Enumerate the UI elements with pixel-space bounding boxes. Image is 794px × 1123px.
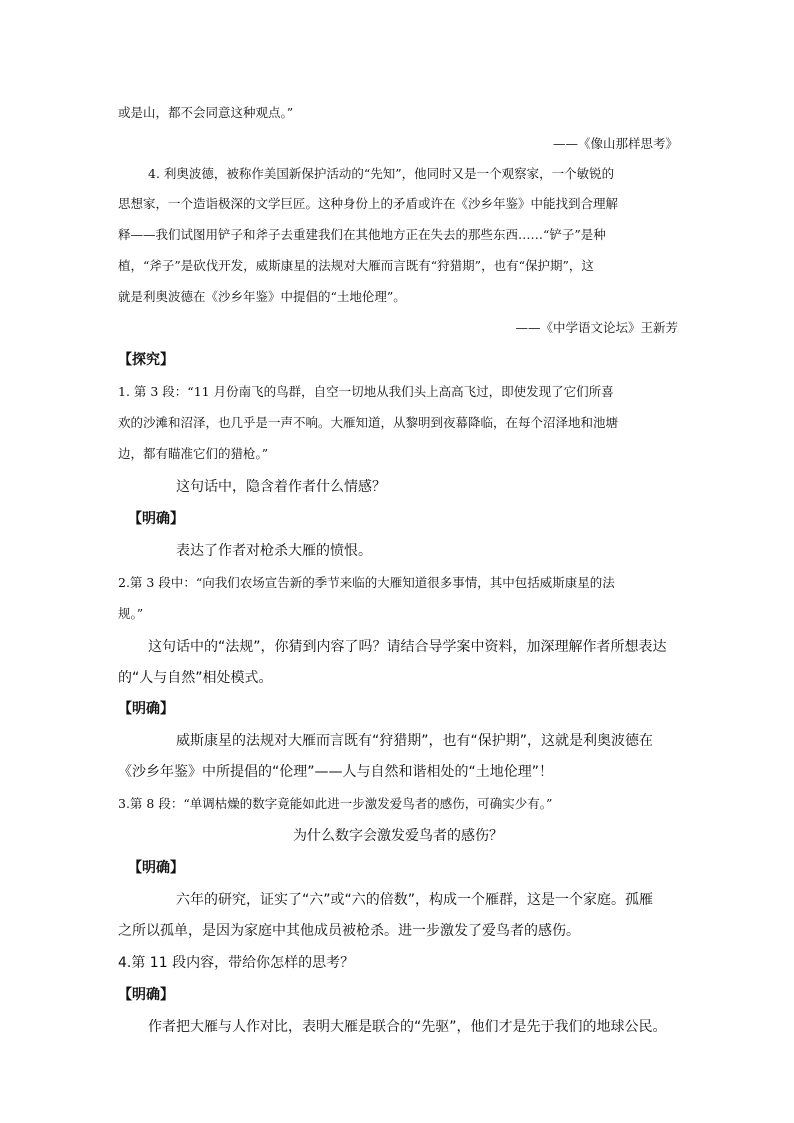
answer-4: 作者把大雁与人作对比，表明大雁是联合的“先驱”，他们才是先于我们的地球公民。 [148,1019,667,1035]
paragraph-4-line-4: 植，“斧子”是砍伐开发，威斯康星的法规对大雁而言既有“狩猎期”，也有“保护期”，这 [118,258,594,273]
answer-3-line-1: 六年的研究，证实了“六”或“六的倍数”，构成一个雁群，这是一个家庭。孤雁 [176,892,654,908]
question-1-line-3: 边，都有瞄准它们的猎枪。” [118,446,269,461]
answer-2-line-2: 《沙乡年鉴》中所提倡的“伦理”——人与自然和谐相处的“土地伦理”！ [118,764,554,780]
answer-3-line-2: 之所以孤单，是因为家庭中其他成员被枪杀。进一步激发了爱鸟者的感伤。 [118,923,580,939]
question-2-line-2: 规。” [118,606,144,621]
answer-1: 表达了作者对枪杀大雁的愤恨。 [176,543,372,559]
answer-label-3: 【明确】 [128,860,184,876]
question-1-line-2: 欢的沙滩和沼泽，也几乎是一声不响。大雁知道，从黎明到夜幕降临，在每个沼泽地和池塘 [118,415,619,430]
question-1-line-1: 1. 第 3 段：“11 月份南飞的鸟群，自空一切地从我们头上高高飞过，即使发现了它们所喜 [118,384,614,399]
question-2-prompt-line-2: 的“人与自然”相处模式。 [118,670,273,686]
quote-source: ——《像山那样思考》 [552,136,678,151]
answer-label-4: 【明确】 [118,987,174,1003]
answer-label-2: 【明确】 [118,701,174,717]
paragraph-4-line-3: 释——我们试图用铲子和斧子去重建我们在其他地方正在失去的那些东西……“铲子”是种 [118,227,606,242]
question-4: 4.第 11 段内容，带给你怎样的思考？ [118,955,355,971]
paragraph-4-source: ——《中学语文论坛》王新芳 [515,320,678,335]
question-2-prompt-line-1: 这句话中的“法规”，你猜到内容了吗？请结合导学案中资料，加深理解作者所想表达 [148,639,667,655]
answer-2-line-1: 威斯康星的法规对大雁而言既有“狩猎期”，也有“保护期”，这就是利奥波德在 [176,733,654,749]
answer-label-1: 【明确】 [128,511,184,527]
question-3: 3.第 8 段：“单调枯燥的数字竟能如此进一步激发爱鸟者的感伤，可确实少有。” [118,796,553,811]
question-2-line-1: 2.第 3 段中：“向我们农场宣告新的季节来临的大雁知道很多事情，其中包括威斯康星的法 [118,575,615,590]
paragraph-4-line-1: 4. 利奥波德，被称作美国新保护活动的“先知”，他同时又是一个观察家，一个敏锐的 [148,166,615,181]
question-1-prompt: 这句话中，隐含着作者什么情感？ [176,479,386,495]
quote-continuation: 或是山，都不会同意这种观点。” [118,105,294,120]
paragraph-4-line-5: 就是利奥波德在《沙乡年鉴》中提倡的“土地伦理”。 [118,289,406,304]
section-heading-explore: 【探究】 [118,352,174,368]
paragraph-4-line-2: 思想家，一个造诣极深的文学巨匠。这种身份上的矛盾或许在《沙乡年鉴》中能找到合理解 [118,196,619,211]
question-3-prompt: 为什么数字会激发爱鸟者的感伤？ [293,828,503,844]
